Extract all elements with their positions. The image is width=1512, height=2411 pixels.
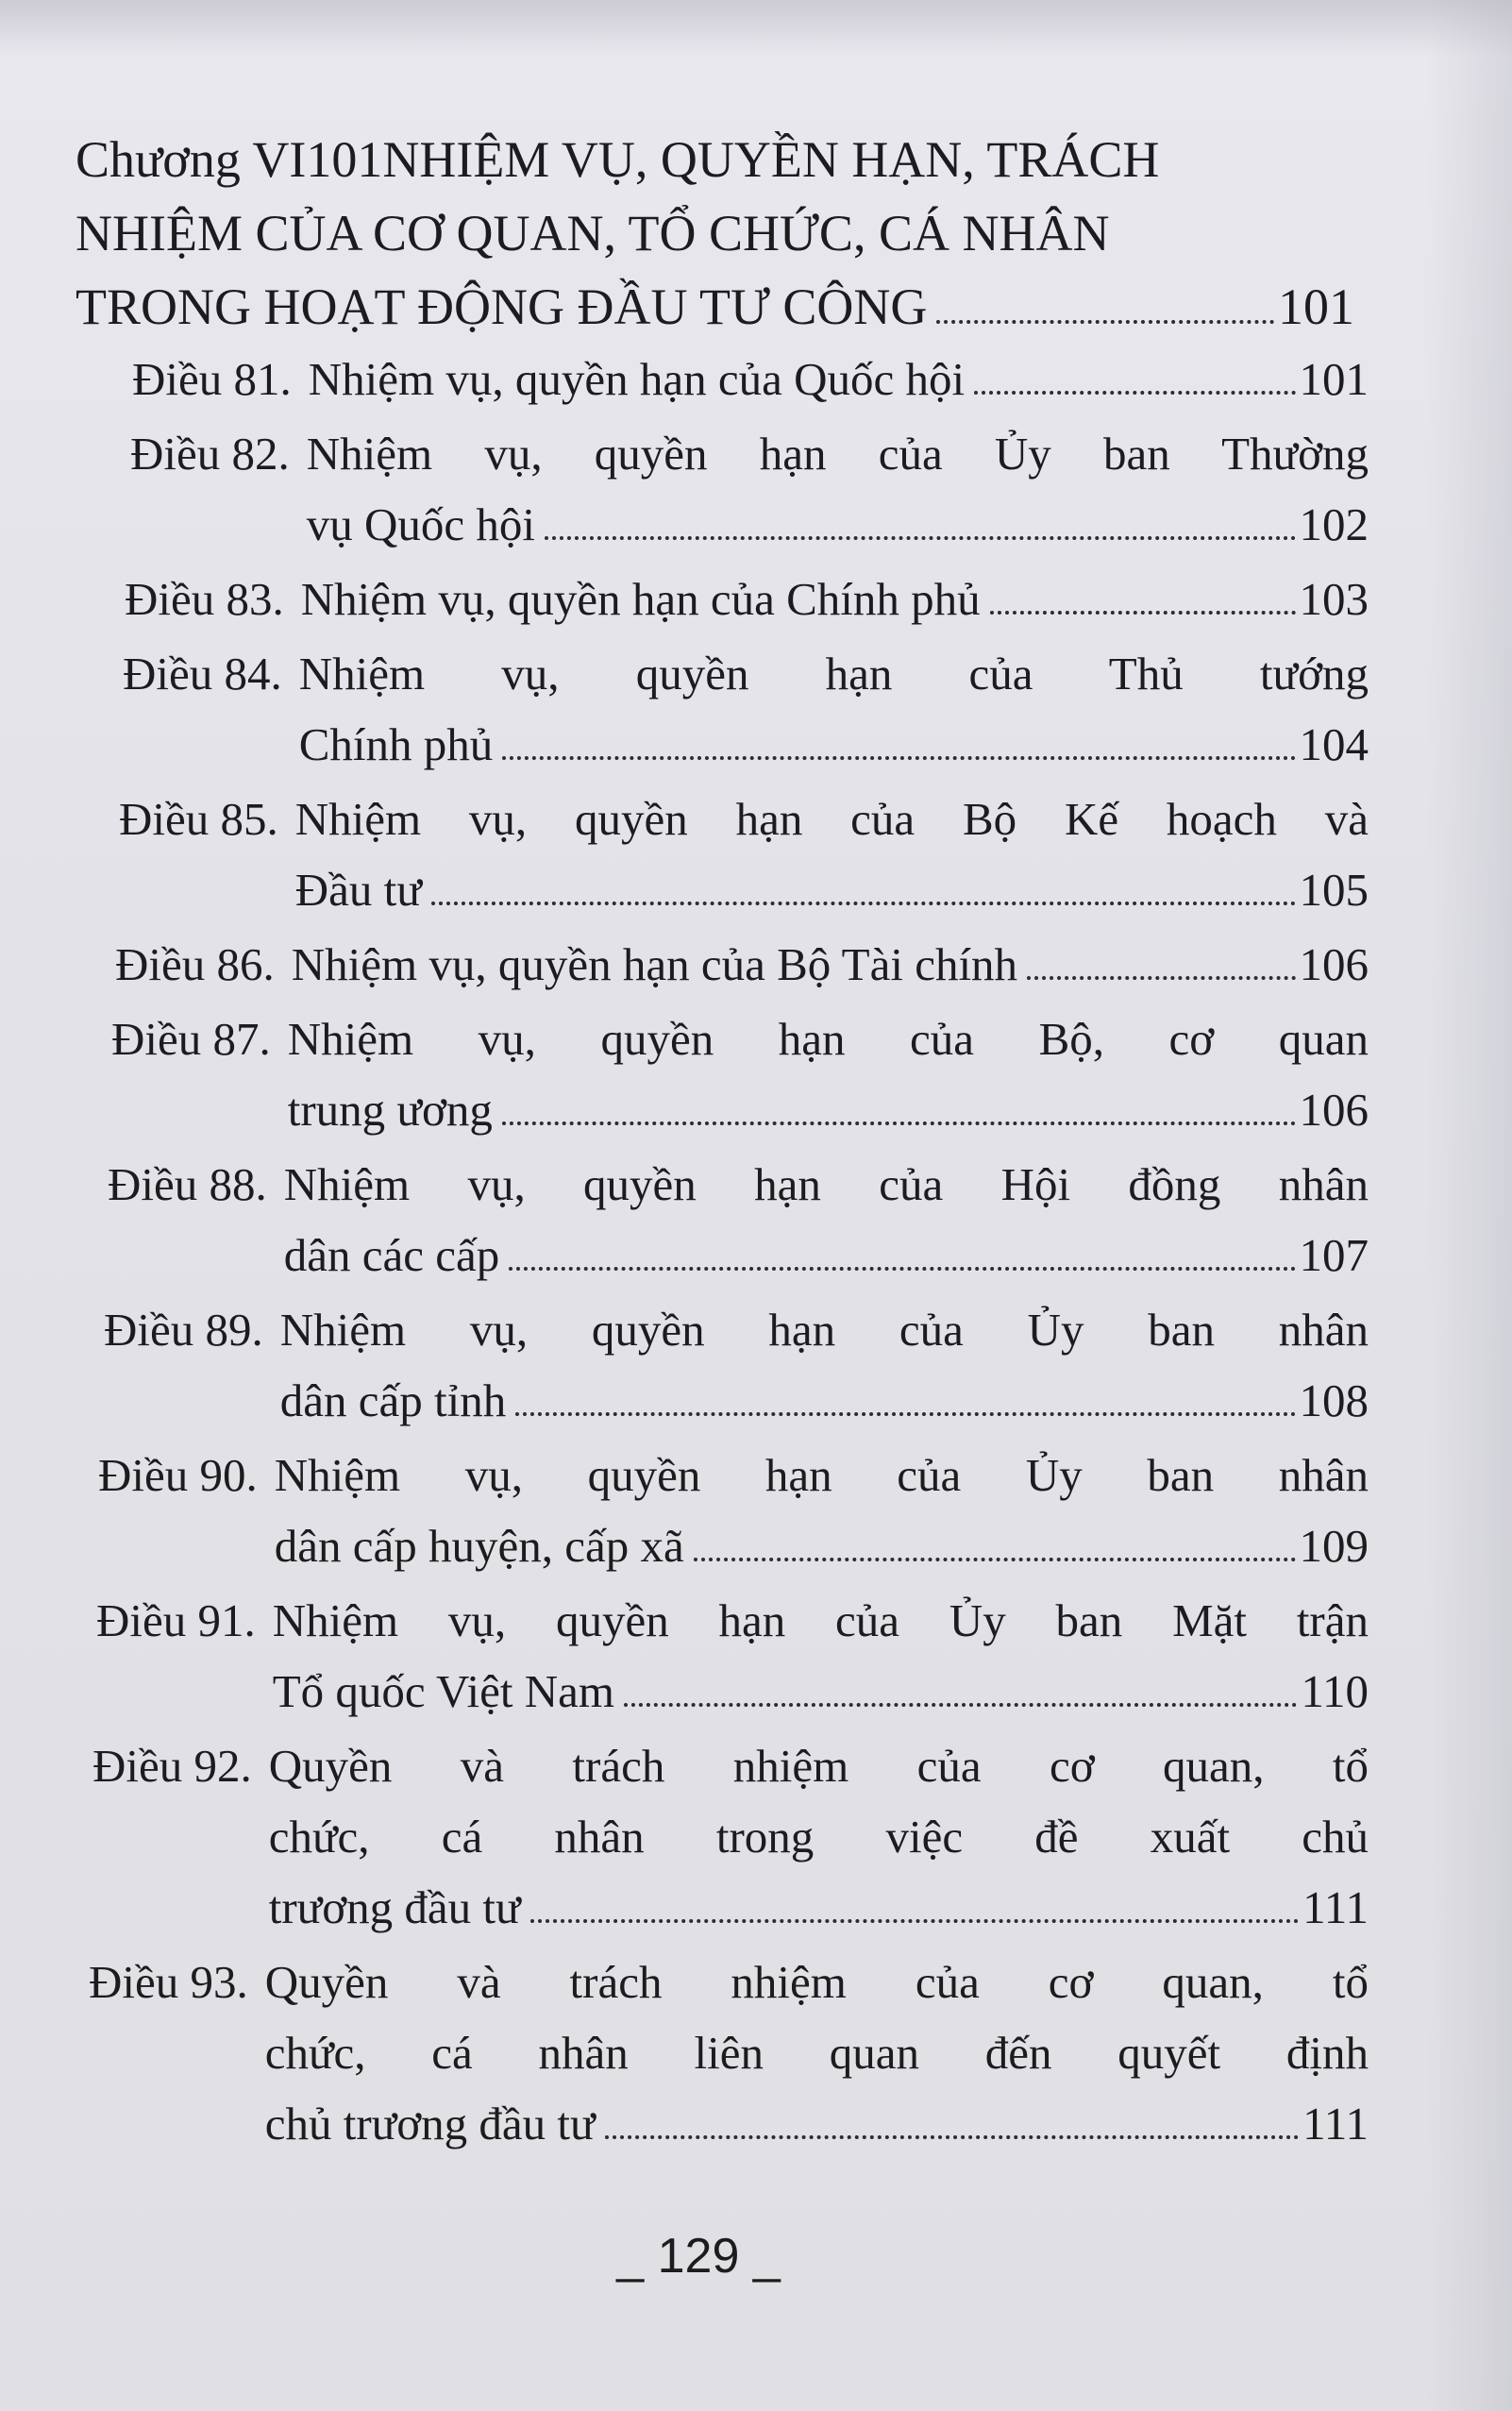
article-title-last-line	[273, 1656, 1369, 1727]
toc-entry	[98, 1440, 1369, 1581]
article-page: 106	[1299, 1084, 1369, 1136]
article-title-text: dân cấp huyện, cấp xã	[274, 1520, 684, 1572]
article-title-line: Nhiệm vụ, quyền hạn của Thủ tướng	[298, 648, 1369, 700]
dot-leader	[694, 1557, 1296, 1561]
article-number: Điều 86.	[115, 938, 275, 990]
article-title-last-line	[265, 2088, 1369, 2159]
article-title	[280, 1294, 1369, 1436]
entry-row	[108, 1149, 1369, 1290]
article-page: 110	[1301, 1665, 1369, 1717]
article-title	[269, 1730, 1369, 1943]
article-title-line: Nhiệm vụ, quyền hạn của Ủy ban nhân	[274, 1449, 1369, 1501]
article-title	[292, 929, 1369, 1000]
article-page: 108	[1299, 1374, 1369, 1426]
article-title-text: trương đầu tư	[268, 1881, 521, 1933]
article-number: Điều 84.	[123, 648, 282, 700]
toc-entry	[125, 564, 1369, 634]
dot-leader	[509, 1266, 1295, 1271]
article-title	[301, 564, 1369, 634]
article-title-last-line	[280, 1365, 1369, 1436]
article-number: Điều 87.	[111, 1013, 271, 1065]
article-title-last-line	[275, 1510, 1369, 1581]
dot-leader	[974, 390, 1295, 395]
toc-entry	[130, 418, 1369, 560]
toc-entry	[111, 1003, 1369, 1145]
article-title-text: Chính phủ	[298, 718, 494, 770]
toc-entry	[92, 1730, 1369, 1943]
article-title-line: Nhiệm vụ, quyền hạn của Ủy ban nhân	[279, 1304, 1369, 1356]
article-title-line: Nhiệm vụ, quyền hạn của Hội đồng nhân	[283, 1158, 1369, 1210]
article-title-last-line	[307, 489, 1369, 560]
article-number: Điều 82.	[130, 428, 290, 480]
article-title-line: Nhiệm vụ, quyền hạn của Ủy ban Mặt trận	[272, 1594, 1369, 1646]
entry-list	[76, 344, 1369, 2159]
article-title-line: chức, cá nhân trong việc đề xuất chủ	[268, 1811, 1369, 1863]
article-page: 111	[1302, 2098, 1369, 2150]
article-title-text: vụ Quốc hội	[306, 498, 535, 550]
dot-leader	[990, 610, 1296, 615]
article-title-last-line	[288, 1074, 1369, 1145]
article-page: 101	[1299, 353, 1369, 405]
article-page: 105	[1299, 864, 1369, 916]
page-number: _ 129 _	[616, 2229, 781, 2284]
article-page: 111	[1302, 1881, 1369, 1933]
article-number: Điều 81.	[132, 353, 292, 405]
toc-entry	[115, 929, 1369, 1000]
dot-leader	[530, 1918, 1300, 1923]
article-title-text: dân cấp tỉnh	[279, 1374, 507, 1426]
article-title-text: dân các cấp	[283, 1229, 500, 1281]
chapter-title-line-1: Chương VI101NHIỆM VỤ, QUYỀN HẠN, TRÁCH	[76, 131, 1160, 188]
chapter-title-line-2: NHIỆM CỦA CƠ QUAN, TỔ CHỨC, CÁ NHÂN	[76, 205, 1110, 261]
article-title-text: Nhiệm vụ, quyền hạn của Chính phủ	[300, 573, 981, 625]
entry-row	[130, 418, 1369, 560]
article-title	[295, 784, 1369, 925]
article-title-last-line	[301, 564, 1369, 634]
article-number: Điều 92.	[92, 1740, 252, 1792]
toc-entry	[89, 1947, 1369, 2159]
article-title-last-line	[299, 709, 1369, 780]
dot-leader	[545, 535, 1296, 540]
article-title	[309, 344, 1369, 414]
dot-leader	[515, 1411, 1295, 1416]
table-of-contents	[76, 123, 1369, 2163]
toc-entry	[132, 344, 1369, 414]
article-number: Điều 83.	[125, 573, 284, 625]
dot-leader	[502, 755, 1295, 760]
toc-entry	[104, 1294, 1369, 1436]
article-title-text: chủ trương đầu tư	[264, 2098, 596, 2150]
article-number: Điều 90.	[98, 1449, 258, 1501]
dot-leader	[624, 1702, 1297, 1707]
article-number: Điều 89.	[104, 1304, 263, 1356]
dot-leader	[431, 901, 1296, 905]
chapter-page: 101	[1278, 278, 1354, 335]
entry-row	[132, 344, 1369, 414]
article-title-last-line	[292, 929, 1369, 1000]
right-shadow	[1427, 0, 1512, 2411]
article-title	[273, 1585, 1369, 1727]
chapter-heading	[76, 123, 1354, 344]
entry-row	[98, 1440, 1369, 1581]
entry-row	[92, 1730, 1369, 1943]
dot-leader	[936, 319, 1274, 324]
article-title-last-line	[295, 854, 1369, 925]
article-title	[275, 1440, 1369, 1581]
entry-row	[123, 638, 1369, 780]
article-title-text: trung ương	[287, 1084, 493, 1136]
article-title	[307, 418, 1369, 560]
entry-row	[104, 1294, 1369, 1436]
article-number: Điều 93.	[89, 1956, 248, 2008]
article-title-last-line	[309, 344, 1369, 414]
dot-leader	[605, 2134, 1300, 2139]
article-title-text: Nhiệm vụ, quyền hạn của Bộ Tài chính	[291, 938, 1018, 990]
article-title-text: Nhiệm vụ, quyền hạn của Quốc hội	[308, 353, 966, 405]
article-title	[265, 1947, 1369, 2159]
article-page: 102	[1299, 498, 1369, 550]
dot-leader	[502, 1121, 1296, 1125]
article-title	[299, 638, 1369, 780]
article-page: 103	[1299, 573, 1369, 625]
article-number: Điều 88.	[108, 1158, 267, 1210]
article-title-line: chức, cá nhân liên quan đến quyết định	[264, 2027, 1369, 2079]
entry-row	[115, 929, 1369, 1000]
article-title-line: Nhiệm vụ, quyền hạn của Bộ, cơ quan	[287, 1013, 1369, 1065]
toc-entry	[123, 638, 1369, 780]
article-page: 107	[1299, 1229, 1369, 1281]
toc-entry	[96, 1585, 1369, 1727]
article-title-last-line	[269, 1872, 1369, 1943]
entry-row	[111, 1003, 1369, 1145]
article-title-line: Quyền và trách nhiệm của cơ quan, tổ	[268, 1740, 1369, 1792]
article-title-line: Nhiệm vụ, quyền hạn của Ủy ban Thường	[306, 428, 1369, 480]
chapter-title-text: TRONG HOẠT ĐỘNG ĐẦU TƯ CÔNG	[76, 278, 928, 335]
article-title-text: Tổ quốc Việt Nam	[272, 1665, 614, 1717]
article-number: Điều 85.	[119, 793, 278, 845]
article-number: Điều 91.	[96, 1594, 256, 1646]
article-title-last-line	[284, 1220, 1369, 1290]
article-page: 109	[1299, 1520, 1369, 1572]
dot-leader	[1027, 975, 1295, 980]
toc-entry	[108, 1149, 1369, 1290]
entry-row	[89, 1947, 1369, 2159]
entry-row	[96, 1585, 1369, 1727]
article-title-line: Quyền và trách nhiệm của cơ quan, tổ	[264, 1956, 1369, 2008]
toc-entry	[119, 784, 1369, 925]
article-page: 106	[1299, 938, 1369, 990]
chapter-title-line-3	[76, 270, 1354, 344]
article-title	[288, 1003, 1369, 1145]
entry-row	[119, 784, 1369, 925]
entry-row	[125, 564, 1369, 634]
article-title-text: Đầu tư	[294, 864, 422, 916]
article-title-line: Nhiệm vụ, quyền hạn của Bộ Kế hoạch và	[294, 793, 1369, 845]
article-title	[284, 1149, 1369, 1290]
article-page: 104	[1299, 718, 1369, 770]
top-shadow	[0, 0, 1512, 57]
